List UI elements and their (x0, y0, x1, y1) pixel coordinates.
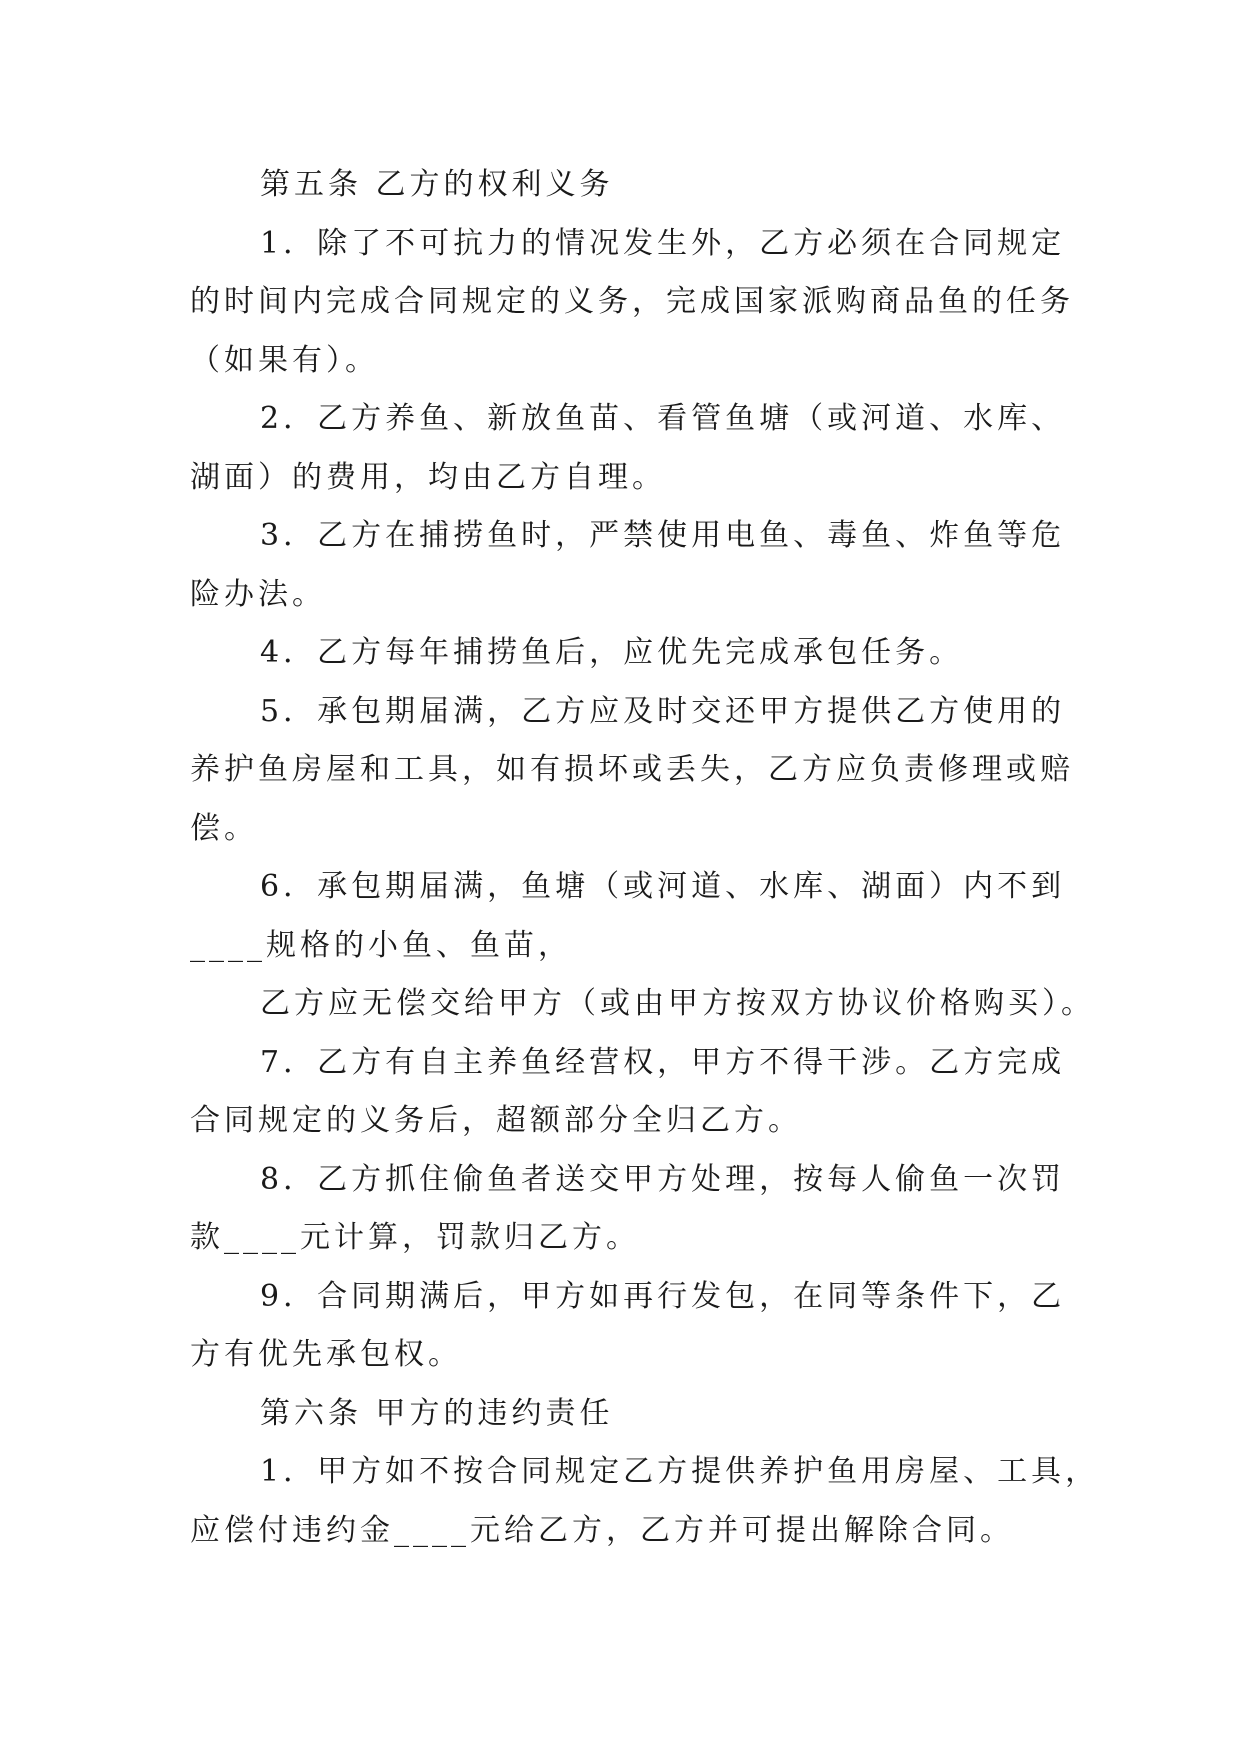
text-line: 4．乙方每年捕捞鱼后，应优先完成承包任务。 (260, 635, 964, 670)
text-line: 乙方应无偿交给甲方（或由甲方按双方协议价格购买）。 (260, 986, 1095, 1021)
text-line: 2．乙方养鱼、新放鱼苗、看管鱼塘（或河道、水库、 (260, 401, 1066, 436)
text-line: 7．乙方有自主养鱼经营权，甲方不得干涉。乙方完成 (260, 1044, 1066, 1080)
text-line: 9．合同期满后，甲方如再行发包，在同等条件下，乙 (260, 1278, 1066, 1314)
text-line: 养护鱼房屋和工具，如有损坏或丢失，乙方应负责修理或赔 (190, 752, 1074, 787)
text-line: ____规格的小鱼、鱼苗， (190, 927, 572, 963)
text-line: 6．承包期届满，鱼塘（或河道、水库、湖面）内不到 (260, 869, 1066, 904)
article-heading: 第六条 甲方的违约责任 (260, 1395, 614, 1431)
text-line: 应偿付违约金____元给乙方，乙方并可提出解除合同。 (190, 1512, 1014, 1548)
text-line: 3．乙方在捕捞鱼时，严禁使用电鱼、毒鱼、炸鱼等危 (260, 518, 1066, 553)
text-line: 的时间内完成合同规定的义务，完成国家派购商品鱼的任务 (190, 284, 1074, 319)
contract-body (190, 156, 1100, 1560)
article-heading: 第五条 乙方的权利义务 (260, 167, 614, 202)
text-line: 偿。 (190, 810, 258, 846)
text-line: 湖面）的费用，均由乙方自理。 (190, 459, 666, 495)
text-line: 险办法。 (190, 576, 326, 612)
text-line: 1．甲方如不按合同规定乙方提供养护鱼用房屋、工具， (260, 1454, 1100, 1489)
text-line: 5．承包期届满，乙方应及时交还甲方提供乙方使用的 (260, 693, 1066, 729)
text-line: 合同规定的义务后，超额部分全归乙方。 (190, 1103, 802, 1138)
text-line: 方有优先承包权。 (190, 1337, 462, 1372)
text-line: 款____元计算，罚款归乙方。 (190, 1220, 640, 1255)
text-line: 8．乙方抓住偷鱼者送交甲方处理，按每人偷鱼一次罚 (260, 1161, 1066, 1197)
text-line: （如果有）。 (190, 342, 379, 378)
text-line: 1．除了不可抗力的情况发生外，乙方必须在合同规定 (260, 225, 1066, 261)
